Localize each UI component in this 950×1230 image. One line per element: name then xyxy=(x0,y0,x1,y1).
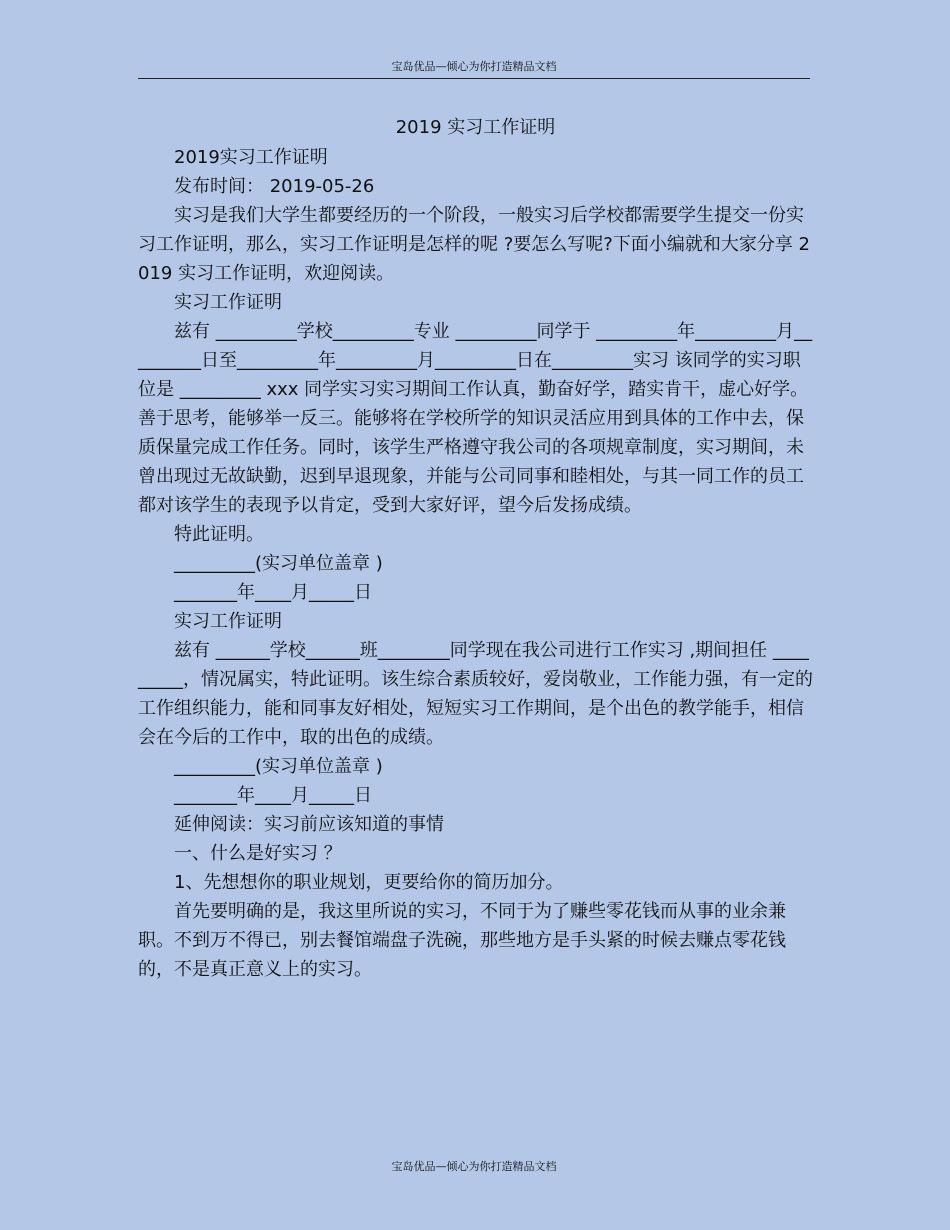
cert1-heading: 实习工作证明 xyxy=(174,292,282,313)
extended-paragraph: 首先要明确的是，我这里所说的实习，不同于为了赚些零花钱而从事的业余兼职。不到万不得已，别去餐馆端盘子洗碗，那些地方是手头紧的时候去赚点零花钱的，不是真正意义上的实习。 xyxy=(138,901,786,980)
publish-time: 发布时间： 2019-05-26 xyxy=(174,176,375,197)
document-body xyxy=(138,113,813,984)
page-footer: 宝岛优品—倾心为你打造精品文档 xyxy=(391,1160,557,1173)
page-header: 宝岛优品—倾心为你打造精品文档 xyxy=(138,58,810,79)
intro-paragraph: 实习是我们大学生都要经历的一个阶段，一般实习后学校都需要学生提交一份实习工作证明，那么，实习工作证明是怎样的呢 ?要怎么写呢?下面小编就和大家分享 2019 实习工作证明，欢迎阅读。 xyxy=(138,205,810,284)
subtitle: 2019实习工作证明 xyxy=(174,147,328,168)
cert2-body: 兹有 ______学校______班________同学现在我公司进行工作实习 ,期间担任 _________，情况属实，特此证明。该生综合素质较好，爱岗敬业，工作能力强，有一定的工作组织能力，能和同事友好相处，短短实习工作期间，是个出色的教学能手，相信会在今后的工作中，取的出色的成绩。 xyxy=(138,640,813,748)
cert2-seal: _________(实习单位盖章 ) xyxy=(174,756,383,777)
document-title: 2019 实习工作证明 xyxy=(395,117,556,138)
cert1-seal: _________(实习单位盖章 ) xyxy=(174,553,383,574)
cert2-date: _______年____月_____日 xyxy=(174,785,372,806)
point-heading: 1、先想想你的职业规划，更要给你的简历加分。 xyxy=(174,872,564,893)
cert2-heading: 实习工作证明 xyxy=(174,611,282,632)
section-heading: 一、什么是好实习 ？ xyxy=(174,843,342,864)
extended-heading: 延伸阅读：实习前应该知道的事情 xyxy=(174,814,444,835)
cert1-closing: 特此证明。 xyxy=(174,524,264,545)
cert1-body: 兹有 _________学校_________专业 _________同学于 _________年_________月_________日至_________年_________月_________日在_________实习 该同学的实习职位是 _________ xxx 同学实习实习期间工作认真，勤奋好学，踏实肯干，虚心好学。善于思考，能够举一反三。能够将在学校所学的知识灵活应用到具体的工作中去，保质保量完成工作任务。同时，该学生严格遵守我公司的各项规章制度，实习期间，未曾出现过无故缺勤，迟到早退现象，并能与公司同事和睦相处，与其一同工作的员工都对该学生的表现予以肯定，受到大家好评，望今后发扬成绩。 xyxy=(138,321,813,516)
cert1-date: _______年____月_____日 xyxy=(174,582,372,603)
